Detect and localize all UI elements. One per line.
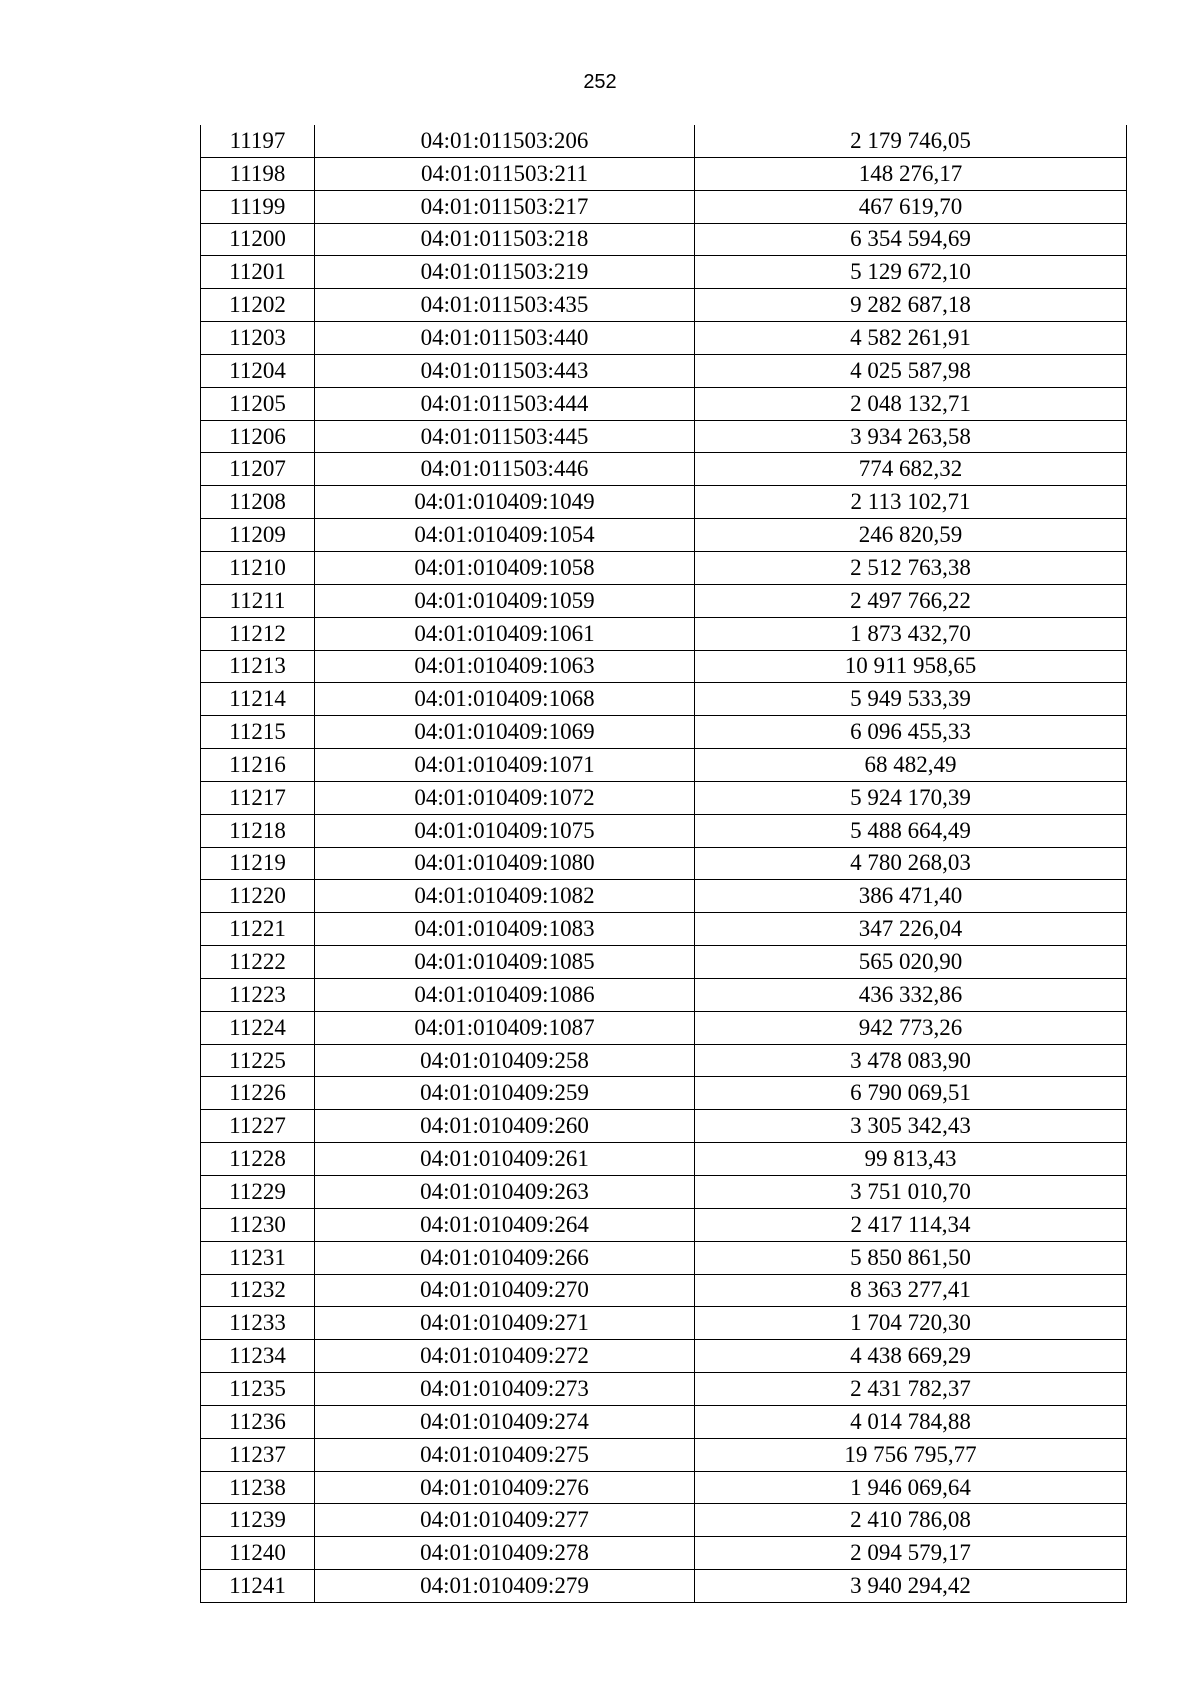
row-number-cell: 11218 [201, 814, 315, 847]
cadastral-number-cell: 04:01:010409:1083 [315, 913, 695, 946]
table-row [201, 322, 1127, 355]
table-row [201, 1471, 1127, 1504]
cadastral-value-cell: 5 949 533,39 [695, 683, 1127, 716]
cadastral-number-cell: 04:01:010409:274 [315, 1405, 695, 1438]
row-number-cell: 11228 [201, 1143, 315, 1176]
cadastral-number-cell: 04:01:010409:277 [315, 1504, 695, 1537]
row-number-cell: 11232 [201, 1274, 315, 1307]
cadastral-value-cell: 3 934 263,58 [695, 420, 1127, 453]
cadastral-value-cell: 9 282 687,18 [695, 289, 1127, 322]
table-row [201, 1110, 1127, 1143]
cadastral-value-cell: 2 417 114,34 [695, 1208, 1127, 1241]
cadastral-number-cell: 04:01:010409:1086 [315, 978, 695, 1011]
cadastral-value-cell: 6 354 594,69 [695, 223, 1127, 256]
cadastral-value-cell: 5 850 861,50 [695, 1241, 1127, 1274]
cadastral-number-cell: 04:01:010409:1069 [315, 716, 695, 749]
cadastral-number-cell: 04:01:010409:271 [315, 1307, 695, 1340]
cadastral-value-cell: 5 129 672,10 [695, 256, 1127, 289]
cadastral-number-cell: 04:01:010409:260 [315, 1110, 695, 1143]
table-row [201, 486, 1127, 519]
table-row [201, 946, 1127, 979]
table-row [201, 1373, 1127, 1406]
row-number-cell: 11221 [201, 913, 315, 946]
cadastral-value-cell: 1 873 432,70 [695, 617, 1127, 650]
table-row [201, 1438, 1127, 1471]
table-row [201, 1077, 1127, 1110]
table-row [201, 387, 1127, 420]
cadastral-number-cell: 04:01:010409:1075 [315, 814, 695, 847]
row-number-cell: 11198 [201, 157, 315, 190]
row-number-cell: 11236 [201, 1405, 315, 1438]
table-body [201, 125, 1127, 1602]
table-row [201, 847, 1127, 880]
cadastral-value-cell: 2 410 786,08 [695, 1504, 1127, 1537]
row-number-cell: 11223 [201, 978, 315, 1011]
cadastral-value-cell: 4 780 268,03 [695, 847, 1127, 880]
cadastral-number-cell: 04:01:010409:261 [315, 1143, 695, 1176]
table-row [201, 716, 1127, 749]
row-number-cell: 11217 [201, 781, 315, 814]
table-row [201, 913, 1127, 946]
table-row [201, 1143, 1127, 1176]
row-number-cell: 11224 [201, 1011, 315, 1044]
row-number-cell: 11219 [201, 847, 315, 880]
cadastral-value-cell: 148 276,17 [695, 157, 1127, 190]
cadastral-value-cell: 2 179 746,05 [695, 125, 1127, 157]
row-number-cell: 11231 [201, 1241, 315, 1274]
cadastral-number-cell: 04:01:010409:1049 [315, 486, 695, 519]
row-number-cell: 11233 [201, 1307, 315, 1340]
cadastral-number-cell: 04:01:010409:1059 [315, 584, 695, 617]
row-number-cell: 11207 [201, 453, 315, 486]
cadastral-value-cell: 467 619,70 [695, 190, 1127, 223]
row-number-cell: 11227 [201, 1110, 315, 1143]
cadastral-number-cell: 04:01:010409:1068 [315, 683, 695, 716]
cadastral-value-cell: 4 582 261,91 [695, 322, 1127, 355]
row-number-cell: 11222 [201, 946, 315, 979]
row-number-cell: 11239 [201, 1504, 315, 1537]
row-number-cell: 11211 [201, 584, 315, 617]
table-row [201, 584, 1127, 617]
row-number-cell: 11230 [201, 1208, 315, 1241]
table-row [201, 256, 1127, 289]
cadastral-number-cell: 04:01:010409:279 [315, 1570, 695, 1603]
cadastral-number-cell: 04:01:011503:443 [315, 354, 695, 387]
cadastral-number-cell: 04:01:010409:1085 [315, 946, 695, 979]
cadastral-number-cell: 04:01:011503:219 [315, 256, 695, 289]
cadastral-value-cell: 2 094 579,17 [695, 1537, 1127, 1570]
cadastral-number-cell: 04:01:010409:1063 [315, 650, 695, 683]
row-number-cell: 11206 [201, 420, 315, 453]
cadastral-number-cell: 04:01:011503:206 [315, 125, 695, 157]
cadastral-number-cell: 04:01:010409:266 [315, 1241, 695, 1274]
row-number-cell: 11214 [201, 683, 315, 716]
row-number-cell: 11226 [201, 1077, 315, 1110]
cadastral-number-cell: 04:01:010409:1082 [315, 880, 695, 913]
cadastral-value-cell: 5 488 664,49 [695, 814, 1127, 847]
cadastral-value-cell: 3 940 294,42 [695, 1570, 1127, 1603]
table-row [201, 617, 1127, 650]
cadastral-number-cell: 04:01:010409:1058 [315, 551, 695, 584]
cadastral-number-cell: 04:01:010409:1054 [315, 519, 695, 552]
table-row [201, 289, 1127, 322]
table-row [201, 650, 1127, 683]
table-row [201, 978, 1127, 1011]
cadastral-value-cell: 436 332,86 [695, 978, 1127, 1011]
table-row [201, 420, 1127, 453]
cadastral-number-cell: 04:01:010409:1071 [315, 749, 695, 782]
row-number-cell: 11213 [201, 650, 315, 683]
page-number: 252 [583, 71, 617, 93]
row-number-cell: 11216 [201, 749, 315, 782]
row-number-cell: 11215 [201, 716, 315, 749]
cadastral-number-cell: 04:01:011503:444 [315, 387, 695, 420]
cadastral-value-cell: 942 773,26 [695, 1011, 1127, 1044]
row-number-cell: 11212 [201, 617, 315, 650]
table-row [201, 1340, 1127, 1373]
cadastral-number-cell: 04:01:011503:218 [315, 223, 695, 256]
cadastral-value-cell: 5 924 170,39 [695, 781, 1127, 814]
row-number-cell: 11235 [201, 1373, 315, 1406]
table-row [201, 190, 1127, 223]
table-row [201, 781, 1127, 814]
cadastral-number-cell: 04:01:010409:263 [315, 1176, 695, 1209]
cadastral-value-cell: 1 946 069,64 [695, 1471, 1127, 1504]
cadastral-value-cell: 2 113 102,71 [695, 486, 1127, 519]
cadastral-number-cell: 04:01:011503:435 [315, 289, 695, 322]
table-row [201, 1307, 1127, 1340]
cadastral-number-cell: 04:01:010409:1072 [315, 781, 695, 814]
cadastral-value-cell: 6 790 069,51 [695, 1077, 1127, 1110]
table-row [201, 749, 1127, 782]
cadastral-number-cell: 04:01:010409:258 [315, 1044, 695, 1077]
cadastral-value-cell: 4 025 587,98 [695, 354, 1127, 387]
cadastral-value-cell: 2 431 782,37 [695, 1373, 1127, 1406]
row-number-cell: 11237 [201, 1438, 315, 1471]
row-number-cell: 11220 [201, 880, 315, 913]
cadastral-number-cell: 04:01:010409:275 [315, 1438, 695, 1471]
cadastral-number-cell: 04:01:010409:270 [315, 1274, 695, 1307]
cadastral-number-cell: 04:01:010409:259 [315, 1077, 695, 1110]
cadastral-number-cell: 04:01:010409:272 [315, 1340, 695, 1373]
cadastral-value-cell: 3 305 342,43 [695, 1110, 1127, 1143]
cadastral-value-cell: 386 471,40 [695, 880, 1127, 913]
row-number-cell: 11201 [201, 256, 315, 289]
row-number-cell: 11241 [201, 1570, 315, 1603]
cadastral-number-cell: 04:01:011503:211 [315, 157, 695, 190]
cadastral-value-cell: 246 820,59 [695, 519, 1127, 552]
row-number-cell: 11209 [201, 519, 315, 552]
table-row [201, 519, 1127, 552]
row-number-cell: 11238 [201, 1471, 315, 1504]
row-number-cell: 11202 [201, 289, 315, 322]
row-number-cell: 11204 [201, 354, 315, 387]
table-row [201, 551, 1127, 584]
cadastral-value-table [200, 125, 1127, 1603]
table-row [201, 354, 1127, 387]
table-row [201, 223, 1127, 256]
table-row [201, 453, 1127, 486]
table-row [201, 1570, 1127, 1603]
table-row [201, 1241, 1127, 1274]
row-number-cell: 11229 [201, 1176, 315, 1209]
cadastral-value-cell: 4 014 784,88 [695, 1405, 1127, 1438]
cadastral-value-cell: 347 226,04 [695, 913, 1127, 946]
cadastral-number-cell: 04:01:011503:440 [315, 322, 695, 355]
row-number-cell: 11197 [201, 125, 315, 157]
cadastral-number-cell: 04:01:010409:1080 [315, 847, 695, 880]
cadastral-value-cell: 8 363 277,41 [695, 1274, 1127, 1307]
table-row [201, 1405, 1127, 1438]
row-number-cell: 11200 [201, 223, 315, 256]
cadastral-number-cell: 04:01:010409:264 [315, 1208, 695, 1241]
cadastral-value-cell: 3 751 010,70 [695, 1176, 1127, 1209]
table-row [201, 1011, 1127, 1044]
cadastral-number-cell: 04:01:011503:445 [315, 420, 695, 453]
cadastral-number-cell: 04:01:010409:1087 [315, 1011, 695, 1044]
cadastral-number-cell: 04:01:011503:217 [315, 190, 695, 223]
table-row [201, 1044, 1127, 1077]
row-number-cell: 11208 [201, 486, 315, 519]
table-row [201, 125, 1127, 157]
row-number-cell: 11240 [201, 1537, 315, 1570]
cadastral-value-cell: 1 704 720,30 [695, 1307, 1127, 1340]
cadastral-value-cell: 99 813,43 [695, 1143, 1127, 1176]
table-row [201, 157, 1127, 190]
table-row [201, 1208, 1127, 1241]
cadastral-value-cell: 2 048 132,71 [695, 387, 1127, 420]
cadastral-number-cell: 04:01:011503:446 [315, 453, 695, 486]
cadastral-value-cell: 774 682,32 [695, 453, 1127, 486]
cadastral-number-cell: 04:01:010409:1061 [315, 617, 695, 650]
cadastral-value-cell: 565 020,90 [695, 946, 1127, 979]
table-row [201, 683, 1127, 716]
cadastral-value-cell: 3 478 083,90 [695, 1044, 1127, 1077]
cadastral-value-cell: 2 512 763,38 [695, 551, 1127, 584]
row-number-cell: 11234 [201, 1340, 315, 1373]
cadastral-value-cell: 19 756 795,77 [695, 1438, 1127, 1471]
cadastral-value-cell: 6 096 455,33 [695, 716, 1127, 749]
cadastral-number-cell: 04:01:010409:276 [315, 1471, 695, 1504]
cadastral-value-cell: 2 497 766,22 [695, 584, 1127, 617]
cadastral-number-cell: 04:01:010409:273 [315, 1373, 695, 1406]
cadastral-number-cell: 04:01:010409:278 [315, 1537, 695, 1570]
table-row [201, 814, 1127, 847]
table-row [201, 1274, 1127, 1307]
cadastral-value-cell: 10 911 958,65 [695, 650, 1127, 683]
table-row [201, 1537, 1127, 1570]
row-number-cell: 11225 [201, 1044, 315, 1077]
cadastral-value-cell: 4 438 669,29 [695, 1340, 1127, 1373]
row-number-cell: 11210 [201, 551, 315, 584]
row-number-cell: 11205 [201, 387, 315, 420]
row-number-cell: 11199 [201, 190, 315, 223]
row-number-cell: 11203 [201, 322, 315, 355]
table-row [201, 880, 1127, 913]
cadastral-value-cell: 68 482,49 [695, 749, 1127, 782]
table-row [201, 1504, 1127, 1537]
table-row [201, 1176, 1127, 1209]
